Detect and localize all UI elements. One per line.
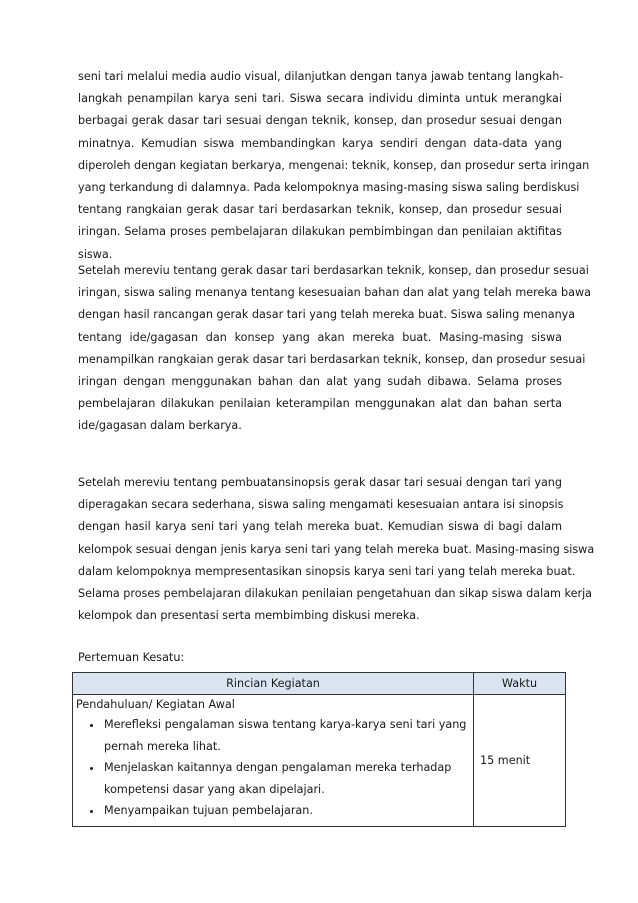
kegiatan-cell <box>73 695 474 827</box>
paragraph-2 <box>78 260 591 438</box>
paragraph-line: Setelah mereviu tentang pembuatansinopsis gerak dasar tari sesuai dengan tari yang <box>78 476 562 489</box>
paragraph-line: kelompok dan presentasi serta membimbing diskusi mereka. <box>78 609 420 623</box>
paragraph-line: iringan, siswa saling menanya tentang kesesuaian bahan dan alat yang telah mereka bawa <box>78 286 591 300</box>
paragraph-line: iringan. Selama proses pembelajaran dilakukan pembimbingan dan penilaian aktifitas <box>78 225 562 239</box>
paragraph-line: diperoleh dengan kegiatan berkarya, mengenai: teknik, konsep, dan prosedur serta iringan <box>78 158 590 172</box>
paragraph-line: tentang rangkaian gerak dasar tari berdasarkan teknik, konsep, dan prosedur sesuai <box>78 203 562 217</box>
paragraph-line: diperagakan secara sederhana, siswa saling mengamati kesesuaian antara isi sinopsis <box>78 498 564 512</box>
paragraph-line: tentang ide/gagasan dan konsep yang akan mereka buat. Masing-masing siswa <box>78 330 562 344</box>
activity-table <box>72 672 566 827</box>
paragraph-line: Setelah mereviu tentang gerak dasar tari berdasarkan teknik, konsep, dan prosedur sesuai <box>78 264 589 277</box>
list-item: • Merefleksi pengalaman siswa tentang karya-karya seni tari yang pernah mereka lihat. <box>102 714 470 757</box>
paragraph-line: dengan hasil karya seni tari yang telah mereka buat. Kemudian siswa di bagi dalam <box>78 520 562 534</box>
paragraph-line: minatnya. Kemudian siswa membandingkan karya sendiri dengan data-data yang <box>78 136 562 150</box>
paragraph-3 <box>78 472 595 627</box>
column-header-kegiatan: Rincian Kegiatan <box>73 673 474 695</box>
paragraph-line: Selama proses pembelajaran dilakukan penilaian pengetahuan dan sikap siswa dalam kerja <box>78 587 593 601</box>
paragraph-line: siswa. <box>78 247 113 261</box>
waktu-cell: 15 menit <box>474 695 566 827</box>
paragraph-line: menampilkan rangkaian gerak dasar tari berdasarkan teknik, konsep, dan prosedur sesuai <box>78 352 586 366</box>
paragraph-line: iringan dengan menggunakan bahan dan alat yang sudah dibawa. Selama proses <box>78 375 562 389</box>
paragraph-1 <box>78 66 590 266</box>
paragraph-line: ide/gagasan dalam berkarya. <box>78 419 242 433</box>
paragraph-line: dalam kelompoknya mempresentasikan sinopsis karya seni tari yang telah mereka buat. <box>78 564 576 578</box>
paragraph-line: seni tari melalui media audio visual, dilanjutkan dengan tanya jawab tentang langkah- <box>78 70 564 83</box>
column-header-waktu: Waktu <box>474 673 566 695</box>
activity-list <box>76 714 470 822</box>
list-item: • Menjelaskan kaitannya dengan pengalaman mereka terhadap kompetensi dasar yang akan dipelajari. <box>102 757 470 800</box>
table-row <box>73 695 566 827</box>
list-item: • Menyampaikan tujuan pembelajaran. <box>102 800 470 822</box>
paragraph-line: dengan hasil rancangan gerak dasar tari yang telah mereka buat. Siswa saling menanya <box>78 308 576 322</box>
meeting-heading: Pertemuan Kesatu: <box>78 651 185 664</box>
section-title: Pendahuluan/ Kegiatan Awal <box>76 698 235 711</box>
paragraph-line: berbagai gerak dasar tari sesuai dengan teknik, konsep, dan prosedur sesuai dengan <box>78 114 562 128</box>
paragraph-line: kelompok sesuai dengan jenis karya seni tari yang telah mereka buat. Masing-masing siswa <box>78 542 595 556</box>
paragraph-line: pembelajaran dilakukan penilaian keterampilan menggunakan alat dan bahan serta <box>78 397 562 411</box>
table-header-row <box>73 673 566 695</box>
paragraph-line: langkah penampilan karya seni tari. Siswa secara individu diminta untuk merangkai <box>78 92 562 106</box>
paragraph-line: yang terkandung di dalamnya. Pada kelompoknya masing-masing siswa saling berdiskusi <box>78 181 580 195</box>
